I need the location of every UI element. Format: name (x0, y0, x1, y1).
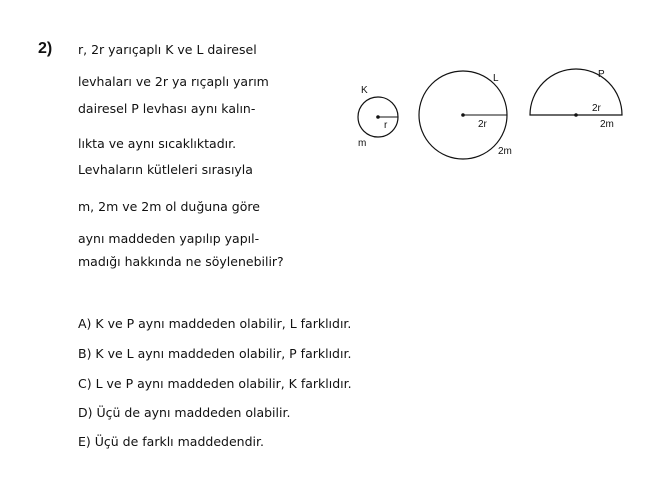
half-disc-p (530, 69, 622, 130)
radius-l: 2r (478, 119, 487, 130)
question-line: levhaları ve 2r ya rıçaplı yarım (78, 74, 269, 89)
label-l: L (493, 73, 499, 84)
disc-l (419, 71, 512, 159)
option-b[interactable]: B) K ve L aynı maddeden olabilir, P farklıdır. (78, 346, 352, 361)
label-k: K (361, 85, 368, 96)
radius-p: 2r (592, 103, 601, 114)
option-e[interactable]: E) Üçü de farklı maddedendir. (78, 434, 264, 449)
option-c[interactable]: C) L ve P aynı maddeden olabilir, K farklıdır. (78, 376, 352, 391)
disc-k (358, 85, 398, 149)
question-line: lıkta ve aynı sıcaklıktadır. (78, 136, 237, 151)
question-line: aynı maddeden yapılıp yapıl- (78, 231, 260, 246)
question-number: 2) (38, 40, 53, 57)
option-d[interactable]: D) Üçü de aynı maddeden olabilir. (78, 405, 291, 420)
mass-p: 2m (600, 119, 614, 130)
question-line: madığı hakkında ne söylenebilir? (78, 254, 284, 269)
question-line: r, 2r yarıçaplı K ve L dairesel (78, 42, 257, 57)
mass-l: 2m (498, 146, 512, 157)
question-line: m, 2m ve 2m ol duğuna göre (78, 199, 260, 214)
question-line: Levhaların kütleleri sırasıyla (78, 162, 253, 177)
question-line: dairesel P levhası aynı kalın- (78, 101, 256, 116)
radius-k: r (384, 120, 388, 131)
mass-k: m (358, 138, 367, 149)
option-a[interactable]: A) K ve P aynı maddeden olabilir, L farklıdır. (78, 316, 352, 331)
label-p: P (598, 69, 605, 80)
